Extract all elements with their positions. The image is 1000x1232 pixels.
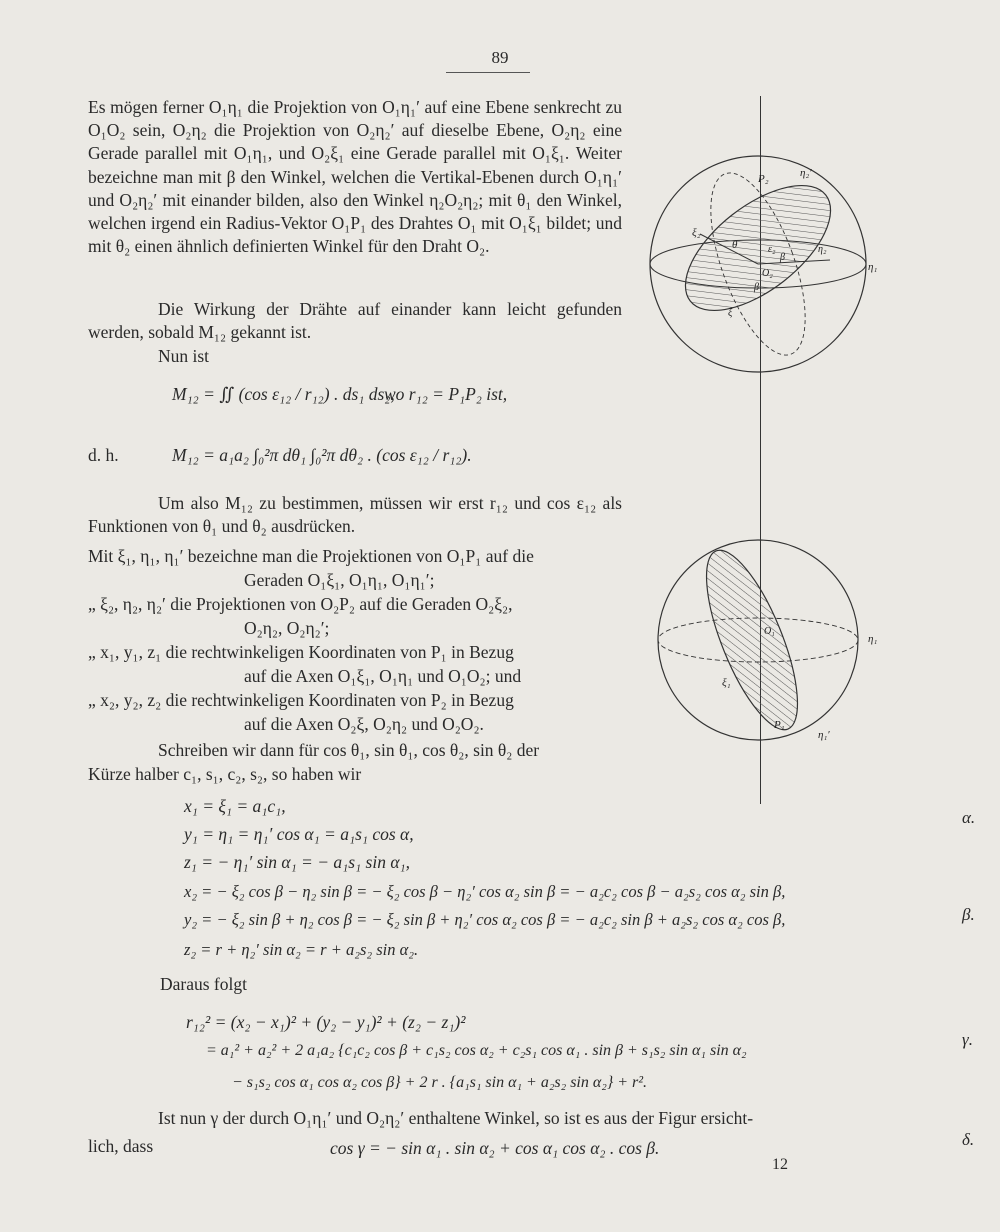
equation-b2: y₂ = − ξ₂ sin β + η₂ cos β = − ξ₂ sin β + η₂′ cos α₂ cos β = − a₂c₂ sin β + a₂s₂ cos α₂ cos β, xyxy=(184,910,786,929)
equation-integral: M₁₂ = a₁a₂ ∫₀²π dθ₁ ∫₀²π dθ₂ . (cos ε₁₂ / r₁₂). xyxy=(172,445,472,465)
label-theta: θ xyxy=(732,239,738,251)
label-beta-top: β xyxy=(780,252,785,263)
definition-2a: „ ξ₂, η₂, η₂′ die Projektionen von O₂P₂ auf die Geraden O₂ξ₂, xyxy=(88,594,513,614)
equation-d1: cos γ = − sin α₁ . sin α₂ + cos α₁ cos α₂ . cos β. xyxy=(330,1138,660,1158)
paragraph-4: Um also M₁₂ zu bestimmen, müssen wir erst r₁₂ und cos ε₁₂ als Funktionen von θ₁ und θ₂ ausdrücken. xyxy=(88,493,622,537)
label-eta2-prime: η₂′ xyxy=(800,167,812,179)
equation-m12: M₁₂ = ∬ (cos ε₁₂ / r₁₂) . ds₁ ds₂, xyxy=(172,384,395,404)
header-rule xyxy=(446,72,530,73)
label-eta2: η₂ xyxy=(818,244,827,255)
label-beta-lower: β xyxy=(754,282,759,293)
label-xi1: ξ₁ xyxy=(722,677,731,689)
paragraph-2: Die Wirkung der Drähte auf einander kann leicht gefunden werden, sobald M₁₂ gekannt ist. xyxy=(88,299,622,343)
label-o2: O₂ xyxy=(762,268,773,279)
signature-number: 12 xyxy=(772,1156,788,1173)
equation-g1: r₁₂² = (x₂ − x₁)² + (y₂ − y₁)² + (z₂ − z₁)² xyxy=(186,1012,466,1032)
definition-1a: Mit ξ₁, η₁, η₁′ bezeichne man die Projektionen von O₁P₁ auf die xyxy=(88,546,534,566)
equation-label-gamma: γ. xyxy=(962,1030,973,1049)
label-xi2: ξ₂ xyxy=(692,227,701,239)
definition-3b: auf die Axen O₁ξ₁, O₁η₁ und O₁O₂; und xyxy=(244,666,522,686)
definition-4b: auf die Axen O₂ξ, O₂η₂ und O₂O₂. xyxy=(244,714,484,734)
paragraph-6a: Ist nun γ der durch O₁η₁′ und O₂η₂′ enthaltene Winkel, so ist es aus der Figur ersicht- xyxy=(158,1108,754,1128)
tilted-ring-bottom xyxy=(688,540,816,740)
equation-label-alpha: α. xyxy=(962,808,976,827)
paragraph-5a: Schreiben wir dann für cos θ₁, sin θ₁, cos θ₂, sin θ₂ der xyxy=(158,740,540,760)
label-p1: P₁ xyxy=(774,719,785,731)
equation-b3: z₂ = r + η₂′ sin α₂ = r + a₂s₂ sin α₂. xyxy=(184,940,419,959)
definition-3a: „ x₁, y₁, z₁ die rechtwinkeligen Koordinaten von P₁ in Bezug xyxy=(88,642,514,662)
equation-a3: z₁ = − η₁′ sin α₁ = − a₁s₁ sin α₁, xyxy=(184,852,410,872)
top-sphere-figure xyxy=(640,148,880,380)
equation-g2: = a₁² + a₂² + 2 a₁a₂ {c₁c₂ cos β + c₁s₂ cos α₂ + c₂s₁ cos α₁ . sin β + s₁s₂ sin α₁ sin α₂ xyxy=(206,1042,747,1059)
page-number: 89 xyxy=(491,48,509,67)
label-eta1: η₁ xyxy=(868,261,878,273)
daraus-folgt: Daraus folgt xyxy=(160,974,247,994)
definition-2b: O₂η₂, O₂η₂′; xyxy=(244,618,330,638)
paragraph-1: Es mögen ferner O₁η₁ die Projektion von O₁η₁′ auf eine Ebene senkrecht zu O₁O₂ sein, O₂η₂ die Projektion von O₂η₂′ auf dieselbe Ebene, O₂η₂ eine Gerade parallel mit O₁η₁, und O₂ξ₁ eine Gerade parallel mit O₁ξ₁. Weiter bezeichne man mit β den Winkel, welchen die Vertikal-Ebenen durch O₁η₁′ und O₂η₂′ mit einander bilden, also den Winkel η₂O₂η₂; mit θ₁ den Winkel, welchen irgend ein Radius-Vektor O₁P₁ des Drahtes O₁ mit O₁ξ₁ bildet; und mit θ₂ einen ähnlich definierten Winkel für den Draht O₂. xyxy=(88,97,622,257)
bottom-sphere-figure xyxy=(640,536,880,768)
equation-label-delta: δ. xyxy=(962,1130,975,1149)
paragraph-6b: lich, dass xyxy=(88,1136,154,1156)
label-epsilon2: ε₂ xyxy=(768,244,776,255)
label-eta1-prime: η₁′ xyxy=(818,729,830,741)
equation-a2: y₁ = η₁ = η₁′ cos α₁ = a₁s₁ cos α, xyxy=(184,824,414,844)
equation-label-beta: β. xyxy=(962,905,975,924)
paragraph-5b: Kürze halber c₁, s₁, c₂, s₂, so haben wir xyxy=(88,764,362,784)
equation-g3: − s₁s₂ cos α₁ cos α₂ cos β} + 2 r . {a₁s₁ sin α₁ + a₂s₂ sin α₂} + r². xyxy=(232,1074,648,1091)
label-o1: O₁ xyxy=(764,626,775,637)
dh-label: d. h. xyxy=(88,445,119,465)
equation-m12-tail: wo r₁₂ = P₁P₂ ist, xyxy=(384,384,508,404)
label-xi: ξ xyxy=(728,308,733,319)
equation-b1: x₂ = − ξ₂ cos β − η₂ sin β = − ξ₂ cos β − η₂′ cos α₂ sin β = − a₂c₂ cos β − a₂s₂ cos α₂ sin β, xyxy=(184,882,786,901)
equation-a1: x₁ = ξ₁ = a₁c₁, xyxy=(184,796,286,816)
paragraph-3: Nun ist xyxy=(158,346,210,366)
label-p2: P₂ xyxy=(758,173,769,185)
label-eta1-bottom: η₁ xyxy=(868,633,878,645)
definition-1b: Geraden O₁ξ₁, O₁η₁, O₁η₁′; xyxy=(244,570,435,590)
definition-4a: „ x₂, y₂, z₂ die rechtwinkeligen Koordinaten von P₂ in Bezug xyxy=(88,690,514,710)
